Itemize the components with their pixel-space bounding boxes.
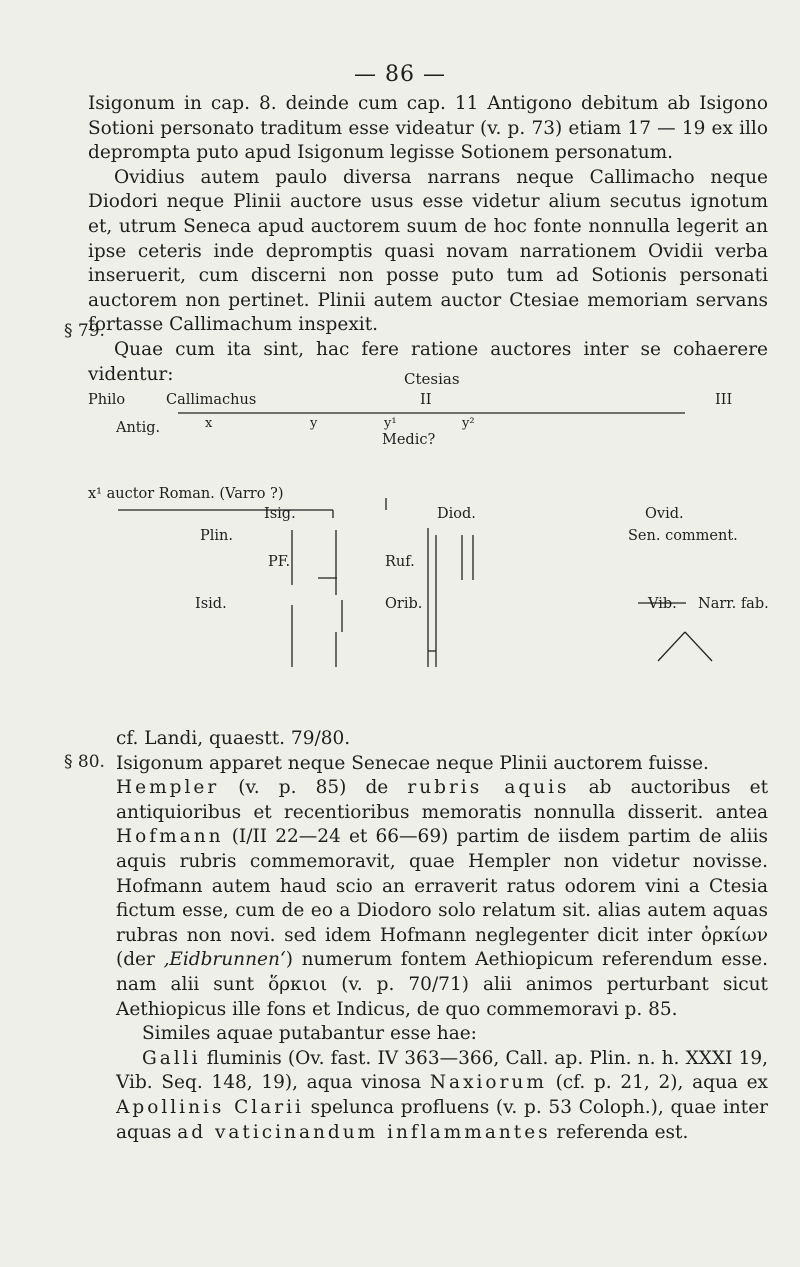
node-x: x (205, 416, 213, 431)
node-ruf: Ruf. (385, 554, 415, 570)
term-naxiorum: Naxiorum (429, 1072, 547, 1094)
node-orib: Orib. (385, 596, 423, 612)
node-y2: y² (462, 416, 475, 431)
paragraph-1: Isigonum in cap. 8. deinde cum cap. 11 Antigono debitum ab Isigono Sotioni personato traditum esse videatur (v. p. 73) etiam 17 — 19 ex illo deprompta puto apud Isigonum legisse Sotionem personatum. (88, 93, 768, 164)
node-y: y (310, 416, 318, 431)
node-sen-comment: Sen. comment. (628, 528, 738, 544)
name-hempler: Hempler (116, 777, 220, 799)
term-rubris-aquis: rubris aquis (407, 777, 570, 799)
page-number: — 86 — (354, 62, 446, 87)
term-galli: Galli (142, 1047, 201, 1069)
node-callimachus: Callimachus (166, 392, 257, 408)
stemma-diagram (88, 370, 778, 700)
section-80-marker: § 80. (64, 752, 105, 772)
paragraph-7: Galli fluminis (Ov. fast. IV 363—366, Call. ap. Plin. n. h. XXXI 19, Vib. Seq. 148, 19), aqua vinosa Naxiorum (cf. p. 21, 2), aqua ex Apollinis Clarii spelunca profluens (v. p. 53 Coloph.), quae inter aquas ad vaticinandum inflammantes referenda est. (116, 1047, 768, 1143)
text-block-bottom (116, 727, 768, 1145)
node-narr-fab: Narr. fab. (698, 596, 769, 612)
node-isig: Isig. (264, 506, 296, 522)
node-philo: Philo (88, 392, 126, 408)
paragraph-2: Ovidius autem paulo diversa narrans neque Callimacho neque Diodori neque Plinii auctore usus esse videtur alium secutus ignotum et, utrum Seneca apud auctorem suum de hoc fonte nonnulla legerit an ipse ceteris inde depromptis quasi novam narrationem Ovidii verba inseruerit, cum discerni non posse puto tum ad Sotionis personati auctorem non pertinet. Plinii autem auctor Ctesiae memoriam servans fortasse Callimachum inspexit. (88, 166, 768, 336)
paragraph-5: Hempler (v. p. 85) de rubris aquis ab auctoribus et antiquioribus et recentioribus memoratis nonnulla disserit. antea Hofmann (I/II 22—24 et 66—69) partim de iisdem partim de aliis aquis rubris commemoravit, quae Hempler non videtur novisse. Hofmann autem haud scio an erraverit ratus odorem vini a Ctesia fictum esse, cum de eo a Diodoro solo relatum sit. alias autem aquas rubras non novi. sed idem Hofmann neglegenter dicit inter ὀρκίων (der ‚Eidbrunnen‘) numerum fontem Aethiopicum referendum esse. nam alii sunt ὅρκιοι (v. p. 70/71) alii animos perturbant sicut Aethiopicus ille fons et Indicus, de quo commemoravi p. 85. (116, 777, 768, 1020)
node-iii: III (715, 392, 733, 408)
node-ovid: Ovid. (645, 506, 684, 522)
node-diod: Diod. (437, 506, 476, 522)
node-x1-auctor-roman: x¹ auctor Roman. (Varro ?) (88, 486, 284, 502)
term-eidbrunnen: ‚Eidbrunnen‘ (163, 949, 286, 971)
node-plin: Plin. (200, 528, 233, 544)
node-ii: II (420, 392, 432, 408)
node-medic: Medic? (382, 432, 436, 448)
paragraph-4: Isigonum apparet neque Senecae neque Plinii auctorem fuisse. (116, 752, 709, 774)
section-79-marker: § 79. (64, 321, 105, 341)
term-apollinis-clarii: Apollinis Clarii (116, 1096, 304, 1118)
node-y1: y¹ (384, 416, 397, 431)
node-pf: PF. (268, 554, 291, 570)
node-vib: Vib. (648, 596, 677, 612)
node-isid: Isid. (195, 596, 227, 612)
paragraph-3: Quae cum ita sint, hac fere ratione auctores inter se cohaerere videntur: (88, 338, 768, 385)
term-vaticinandum: ad vaticinandum inflammantes (177, 1121, 551, 1143)
paragraph-6: Similes aquae putabantur esse hae: (142, 1023, 477, 1045)
node-ctesias: Ctesias (404, 370, 460, 388)
cf-reference: cf. Landi, quaestt. 79/80. (116, 728, 351, 749)
text-block-top (88, 92, 768, 387)
node-antig: Antig. (116, 420, 161, 436)
name-hofmann: Hofmann (116, 826, 224, 848)
